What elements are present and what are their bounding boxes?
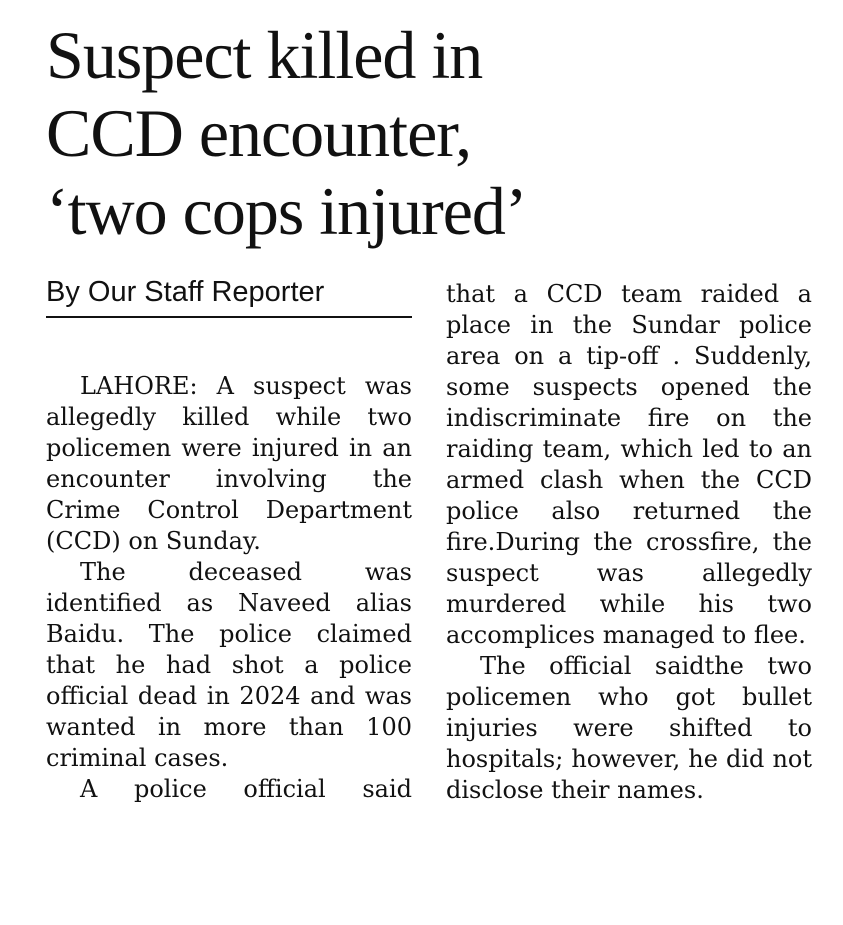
headline — [46, 16, 806, 250]
paragraph-1: LAHORE: A suspect was allegedly killed while two policemen were injured in an encounter involving the Crime Control Department (CCD) on Sunday. — [46, 372, 412, 555]
article-column-right — [446, 279, 812, 806]
paragraph-3-start: A police official said — [80, 775, 412, 803]
paragraph-2: The deceased was identified as Naveed alias Baidu. The police claimed that he had shot a police official dead in 2024 and was wanted in more than 100 criminal cases. — [46, 558, 412, 772]
article-column-left — [46, 371, 412, 805]
paragraph-4: The official saidthe two policemen who got bullet injuries were shifted to hospitals; however, he did not disclose their names. — [446, 652, 812, 804]
paragraph-3-continued: that a CCD team raided a place in the Sundar police area on a tip-off . Suddenly, some suspects opened the indiscriminate fire on the raiding team, which led to an armed clash when the CCD police also returned the fire.During the crossfire, the suspect was allegedly murdered while his two accomplices managed to flee. — [446, 280, 812, 649]
headline-line-1: Suspect killed in — [46, 17, 483, 93]
headline-line-3: ‘two cops injured’ — [46, 173, 527, 249]
byline: By Our Staff Reporter — [46, 276, 325, 308]
headline-line-2: CCD encounter, — [46, 95, 472, 171]
byline-divider — [46, 316, 412, 318]
